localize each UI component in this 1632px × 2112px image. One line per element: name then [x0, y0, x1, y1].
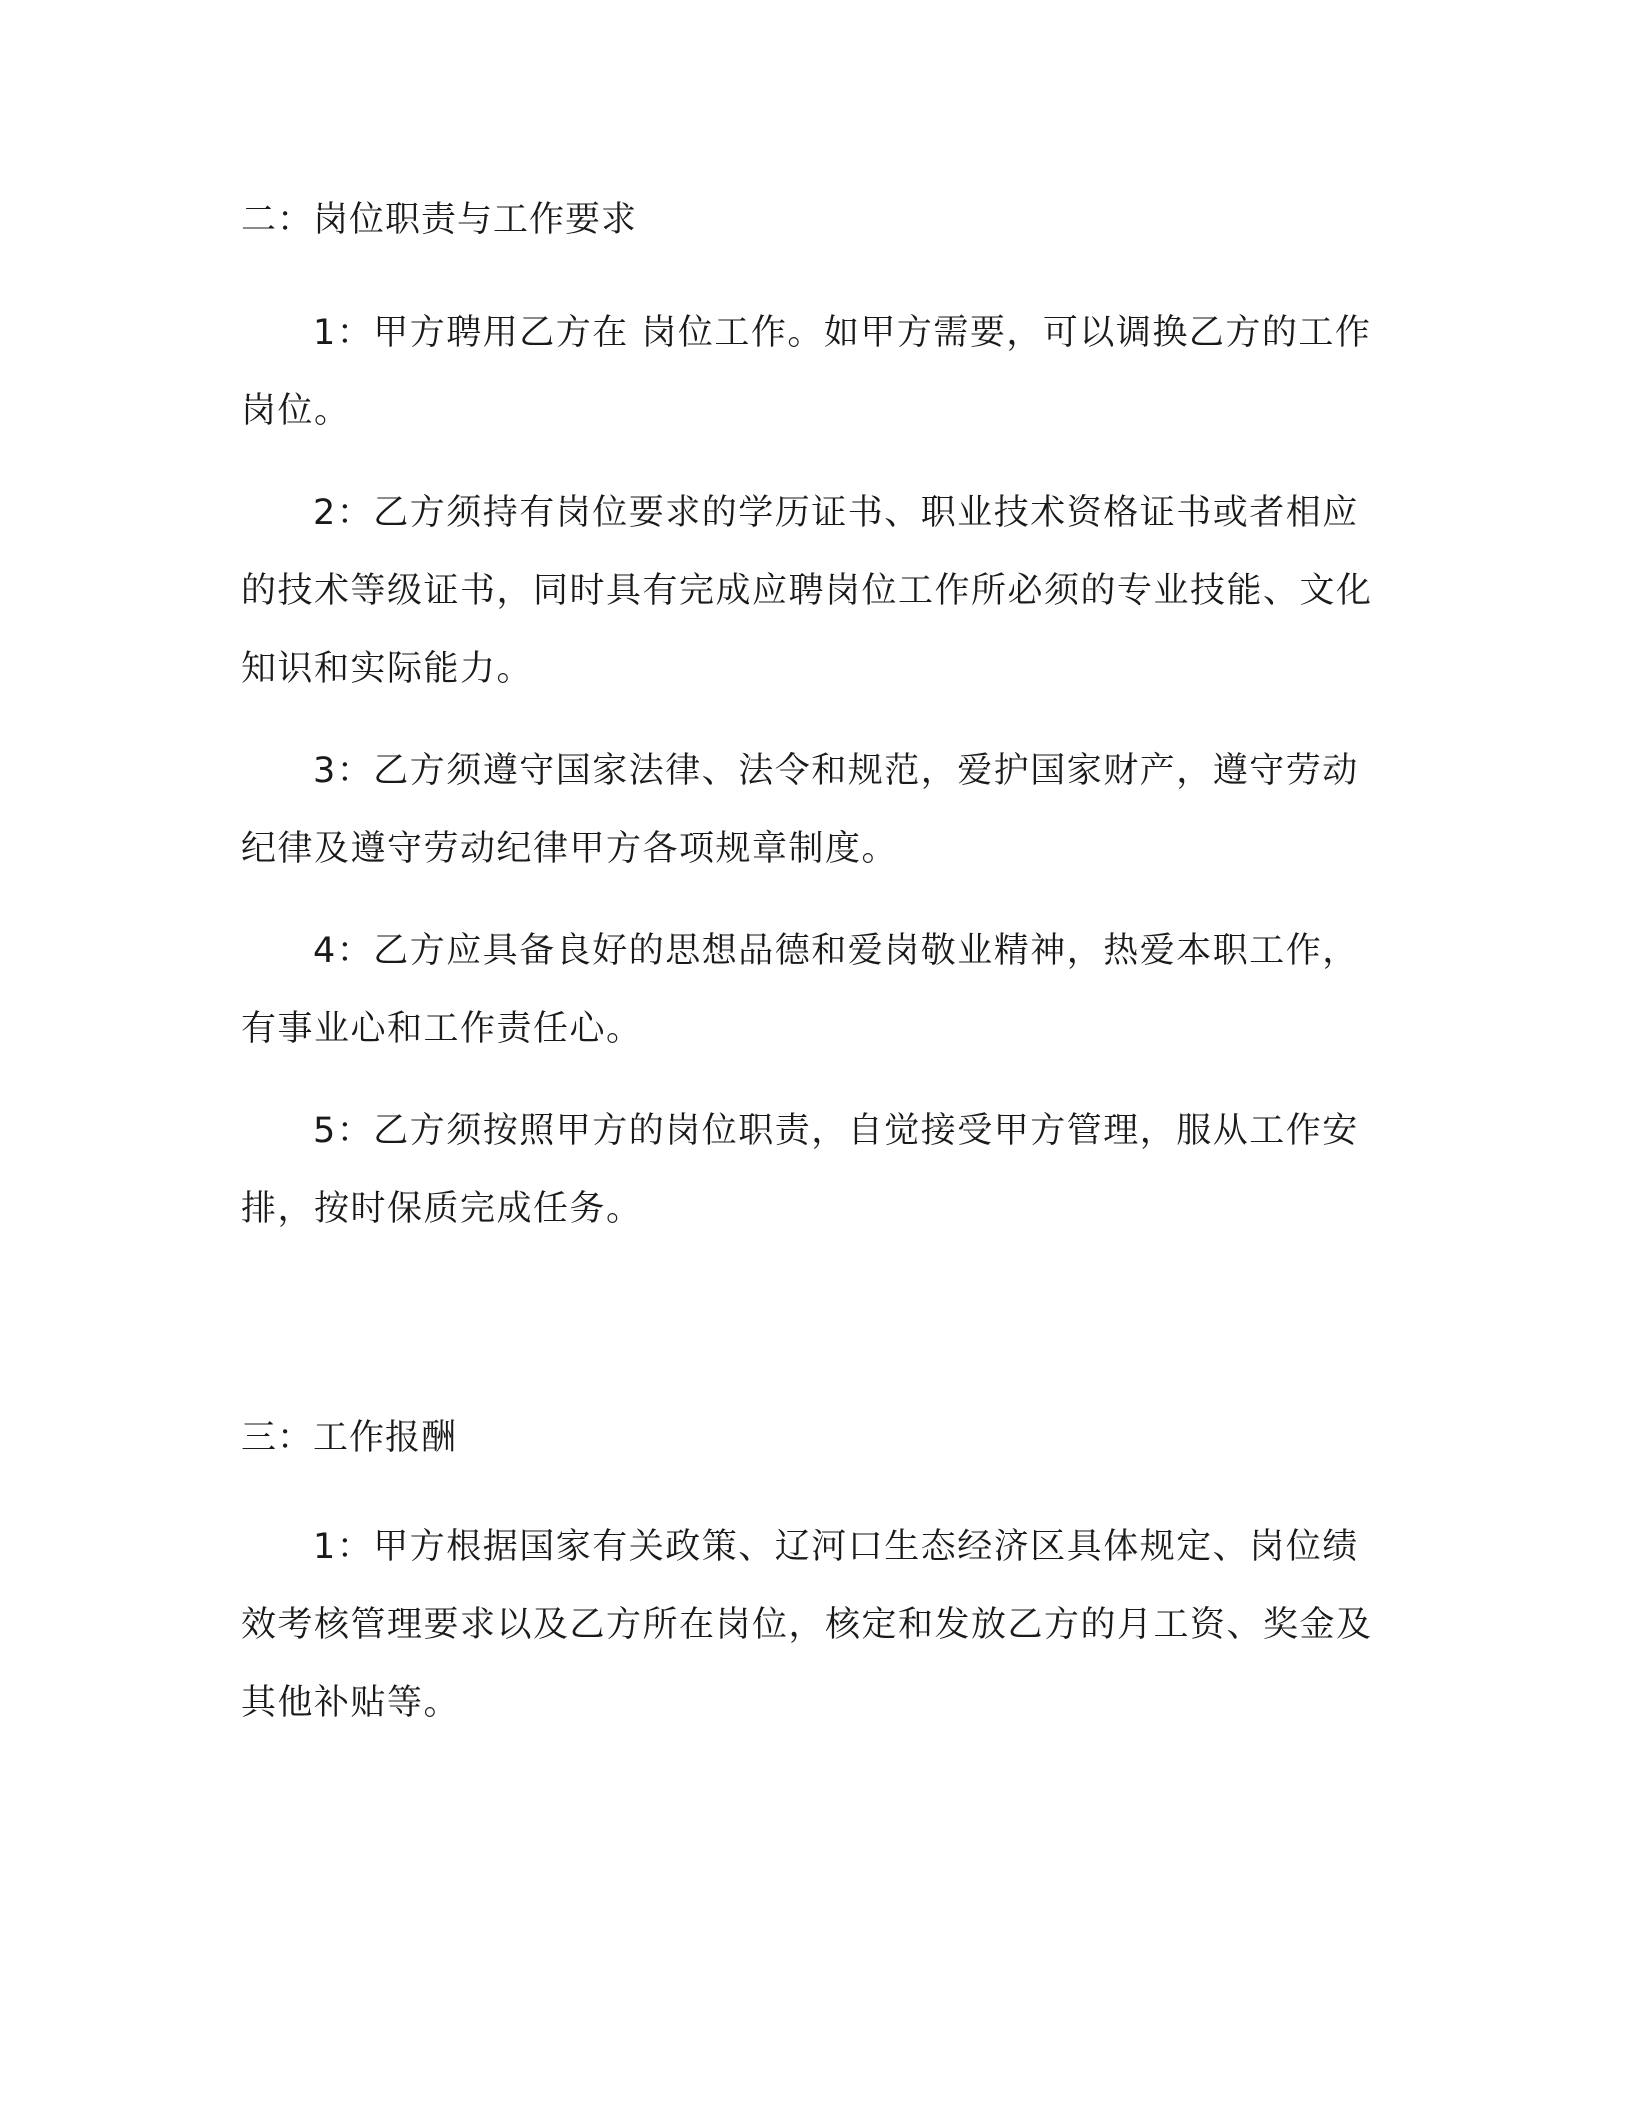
section-3-heading: 三：工作报酬: [241, 1418, 458, 1458]
section-2-item-1: 1：甲方聘用乙方在 岗位工作。如甲方需要，可以调换乙方的工作岗位。: [241, 313, 1372, 431]
document-body: [241, 190, 1391, 1742]
section-2-item-5: 5：乙方须按照甲方的岗位职责，自觉接受甲方管理，服从工作安排，按时保质完成任务。: [241, 1111, 1359, 1229]
section-2-item-4: 4：乙方应具备良好的思想品德和爱岗敬业精神，热爱本职工作，有事业心和工作责任心。: [241, 931, 1359, 1049]
section-2-item-3: 3：乙方须遵守国家法律、法令和规范，爱护国家财产，遵守劳动纪律及遵守劳动纪律甲方各项规章制度。: [241, 751, 1359, 869]
section-3-item-1: 1：甲方根据国家有关政策、辽河口生态经济区具体规定、岗位绩效考核管理要求以及乙方所在岗位，核定和发放乙方的月工资、奖金及其他补贴等。: [241, 1527, 1373, 1723]
section-2-item-2: 2：乙方须持有岗位要求的学历证书、职业技术资格证书或者相应的技术等级证书，同时具有完成应聘岗位工作所必须的专业技能、文化知识和实际能力。: [241, 493, 1373, 689]
section-2-heading: 二：岗位职责与工作要求: [241, 200, 638, 240]
